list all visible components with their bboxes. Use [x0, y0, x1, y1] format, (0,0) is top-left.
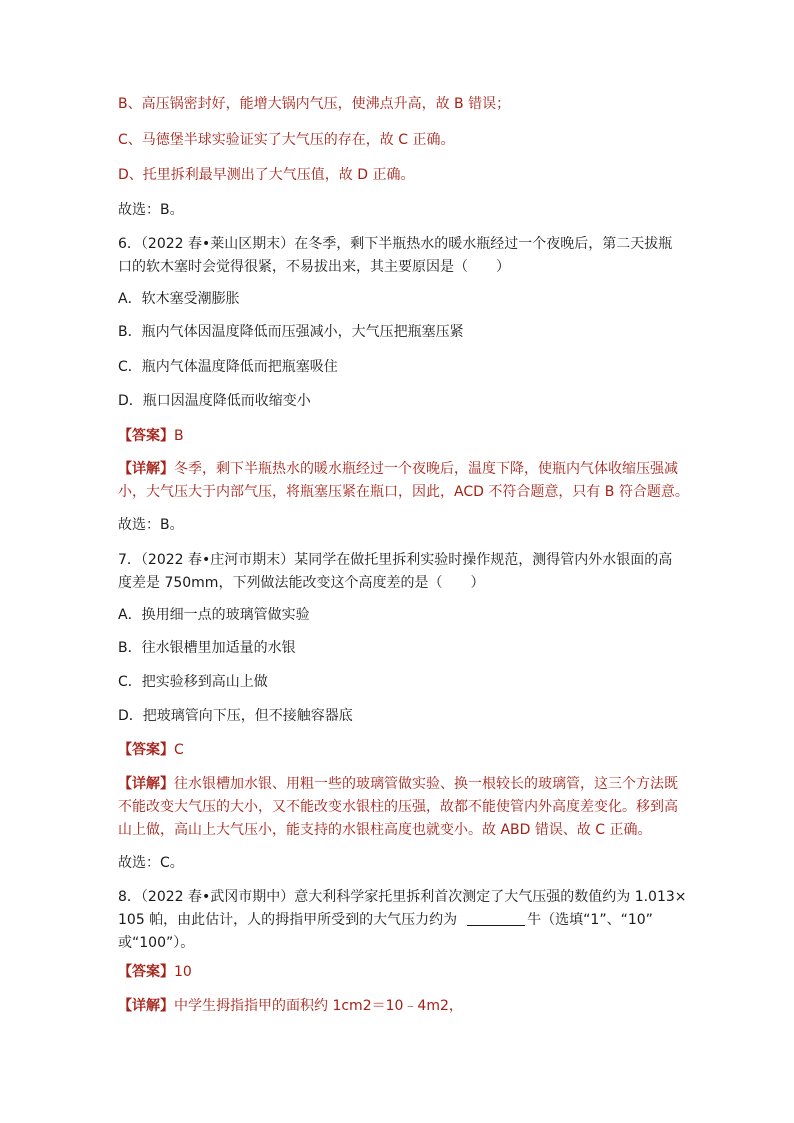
- q7-answer-value: C: [174, 742, 184, 758]
- q6-answer: [118, 426, 184, 446]
- q8-stem-line-2a: 105 帕，由此估计，人的拇指甲所受到的大气压力约为: [118, 912, 458, 928]
- q7-option-c: C．把实验移到高山上做: [118, 674, 268, 690]
- prev-option-c: C、马德堡半球实验证实了大气压的存在，故 C 正确。: [118, 132, 455, 148]
- q7-stem: [118, 549, 684, 595]
- q6-detail-label: 【详解】: [118, 461, 174, 477]
- q8-detail-label: 【详解】: [118, 998, 174, 1014]
- q8-detail-line-1: 中学生拇指指甲的面积约 1cm2＝10﹣4m2，: [174, 998, 463, 1014]
- q6-option-c: C．瓶内气体温度降低而把瓶塞吸住: [118, 359, 338, 375]
- q7-detail-line-3: 山上做，高山上大气压小，能支持的水银柱高度也就变小。故 ABD 错误、故 C 正确。: [118, 822, 652, 838]
- q8-answer: [118, 962, 192, 982]
- q8-detail: [118, 996, 463, 1016]
- q6-answer-label: 【答案】: [118, 428, 174, 444]
- prev-option-d: D、托里拆利最早测出了大气压值，故 D 正确。: [118, 167, 415, 183]
- prev-option-b: B、高压锅密封好，能增大锅内气压，使沸点升高，故 B 错误；: [118, 96, 511, 112]
- q8-stem: [118, 886, 687, 955]
- q6-option-b: B．瓶内气体因温度降低而压强减小，大气压把瓶塞压紧: [118, 324, 464, 340]
- q7-answer-label: 【答案】: [118, 742, 174, 758]
- q7-option-a: A．换用细一点的玻璃管做实验: [118, 607, 310, 623]
- prev-choice: 故选：B。: [118, 202, 184, 218]
- q8-stem-line-1: 8．（2022 春•武冈市期中）意大利科学家托里拆利首次测定了大气压强的数值约为 1.013×: [118, 889, 687, 905]
- q6-detail: [118, 458, 689, 504]
- q7-stem-line-2: 度差是 750mm，下列做法能改变这个高度差的是（ ）: [118, 575, 485, 591]
- q6-stem-line-2: 口的软木塞时会觉得很紧，不易拔出来，其主要原因是（ ）: [118, 259, 510, 275]
- q7-option-d: D．把玻璃管向下压，但不接触容器底: [118, 708, 353, 724]
- q6-stem: [118, 233, 684, 279]
- q6-detail-line-1: 冬季，剩下半瓶热水的暖水瓶经过一个夜晚后，温度下降，使瓶内气体收缩压强减: [174, 461, 678, 477]
- q7-detail-label: 【详解】: [118, 776, 174, 792]
- q7-choice: 故选：C。: [118, 855, 184, 871]
- q6-stem-line-1: 6．（2022 春•莱山区期末）在冬季，剩下半瓶热水的暖水瓶经过一个夜晚后，第二天拔瓶: [118, 236, 673, 252]
- q6-choice: 故选：B。: [118, 517, 184, 533]
- fill-in-blank: [467, 911, 525, 926]
- q8-stem-line-2b: 牛（选填“1”、“10”: [527, 912, 653, 928]
- q7-stem-line-1: 7．（2022 春•庄河市期末）某同学在做托里拆利实验时操作规范，测得管内外水银面的高: [118, 552, 673, 568]
- q6-answer-value: B: [174, 428, 184, 444]
- q7-detail: [118, 773, 684, 842]
- q7-answer: [118, 740, 184, 760]
- q7-detail-line-2: 不能改变大气压的大小，又不能改变水银柱的压强，故都不能使管内外高度差变化。移到高: [118, 799, 678, 815]
- q8-answer-value: 10: [174, 964, 192, 980]
- q6-option-d: D．瓶口因温度降低而收缩变小: [118, 393, 311, 409]
- q8-stem-line-3: 或“100”）。: [118, 935, 195, 951]
- q7-option-b: B．往水银槽里加适量的水银: [118, 640, 296, 656]
- q7-detail-line-1: 往水银槽加水银、用粗一些的玻璃管做实验、换一根较长的玻璃管，这三个方法既: [174, 776, 678, 792]
- q8-answer-label: 【答案】: [118, 964, 174, 980]
- q6-detail-line-2: 小，大气压大于内部气压，将瓶塞压紧在瓶口，因此，ACD 不符合题意，只有 B 符合题意。: [118, 484, 689, 500]
- q6-option-a: A．软木塞受潮膨胀: [118, 291, 240, 307]
